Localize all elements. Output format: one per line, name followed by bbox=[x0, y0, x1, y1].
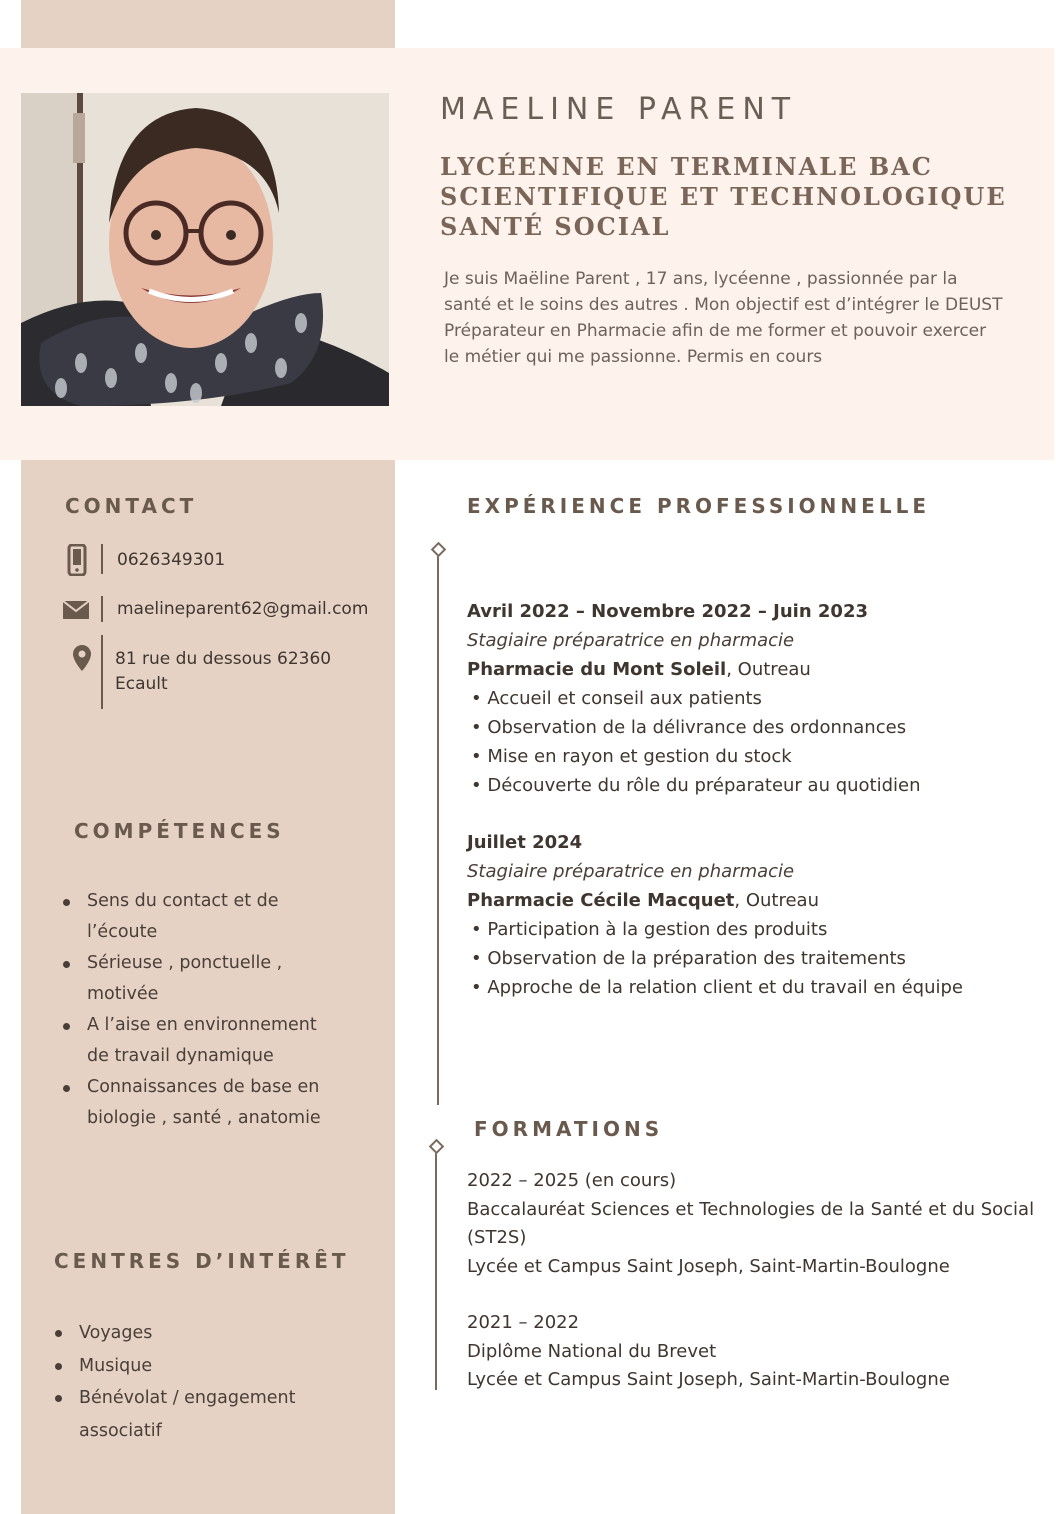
experience-role: Stagiaire préparatrice en pharmacie bbox=[467, 861, 795, 882]
education-entry bbox=[467, 1309, 1037, 1395]
profile-summary: Je suis Maëline Parent , 17 ans, lycéenne , passionnée par la santé et le soins des autres . Mon objectif est d’intégrer le DEUST Préparateur en Pharmacie afin de me former et pouvoir exercer le métier qui me passionne. Permis en cours bbox=[444, 269, 1003, 367]
timeline-marker bbox=[431, 542, 447, 558]
experience-entry bbox=[467, 597, 1037, 800]
experience-task: • Observation de la délivrance des ordonnances bbox=[471, 717, 907, 738]
education-timeline bbox=[435, 1150, 437, 1390]
list-item: Sens du contact et de l’écoute bbox=[61, 886, 341, 948]
list-item: Bénévolat / engagement associatif bbox=[53, 1382, 333, 1447]
list-item: Voyages bbox=[53, 1317, 333, 1350]
education-title: FORMATIONS bbox=[474, 1117, 664, 1141]
timeline-marker bbox=[429, 1139, 445, 1155]
candidate-name: MAELINE PARENT bbox=[440, 92, 798, 127]
education-entry bbox=[467, 1167, 1037, 1281]
profile-photo bbox=[21, 93, 389, 406]
mail-icon bbox=[63, 601, 89, 623]
list-item: Connaissances de base en biologie , santé , anatomie bbox=[61, 1072, 341, 1134]
list-item: Musique bbox=[53, 1350, 333, 1383]
experience-location: , Outreau bbox=[734, 890, 819, 911]
phone-icon bbox=[67, 544, 87, 580]
experience-task: • Accueil et conseil aux patients bbox=[471, 688, 762, 709]
education-school: Lycée et Campus Saint Joseph, Saint-Martin-Boulogne bbox=[467, 1255, 950, 1277]
interests-list bbox=[53, 1317, 333, 1447]
contact-address-line2: Ecault bbox=[115, 674, 168, 694]
education-degree: Baccalauréat Sciences et Technologies de la Santé et du Social (ST2S) bbox=[467, 1198, 1035, 1248]
contact-address-line1: 81 rue du dessous 62360 bbox=[115, 649, 332, 669]
candidate-headline: LYCÉENNE EN TERMINALE BAC SCIENTIFIQUE ET TECHNOLOGIQUE SANTÉ SOCIAL bbox=[440, 152, 1007, 241]
experience-entry bbox=[467, 828, 1037, 1002]
experience-company: Pharmacie du Mont Soleil bbox=[467, 659, 727, 680]
education-degree: Diplôme National du Brevet bbox=[467, 1340, 717, 1362]
experience-timeline bbox=[437, 552, 439, 1105]
interests-title: CENTRES D’INTÉRÊT bbox=[54, 1249, 350, 1273]
experience-task: • Approche de la relation client et du travail en équipe bbox=[471, 977, 963, 998]
contact-divider bbox=[101, 635, 103, 709]
list-item: A l’aise en environnement de travail dynamique bbox=[61, 1010, 341, 1072]
list-item: Sérieuse , ponctuelle , motivée bbox=[61, 948, 341, 1010]
contact-divider bbox=[101, 544, 103, 574]
experience-task: • Découverte du rôle du préparateur au quotidien bbox=[471, 775, 921, 796]
experience-task: • Mise en rayon et gestion du stock bbox=[471, 746, 792, 767]
education-dates: 2021 – 2022 bbox=[467, 1312, 580, 1333]
skills-list bbox=[61, 886, 341, 1134]
sidebar bbox=[21, 460, 395, 1514]
contact-title: CONTACT bbox=[65, 494, 198, 518]
experience-title: EXPÉRIENCE PROFESSIONNELLE bbox=[467, 494, 930, 518]
experience-location: , Outreau bbox=[726, 659, 811, 680]
experience-task: • Participation à la gestion des produits bbox=[471, 919, 828, 940]
contact-email[interactable]: maelineparent62@gmail.com bbox=[117, 599, 369, 619]
sidebar-top-block bbox=[21, 0, 395, 48]
skills-title: COMPÉTENCES bbox=[74, 819, 285, 843]
experience-company: Pharmacie Cécile Macquet bbox=[467, 890, 735, 911]
experience-dates: Avril 2022 – Novembre 2022 – Juin 2023 bbox=[467, 601, 868, 622]
contact-divider bbox=[101, 596, 103, 622]
education-dates: 2022 – 2025 (en cours) bbox=[467, 1170, 677, 1191]
contact-phone-row bbox=[21, 542, 395, 576]
location-pin-icon bbox=[73, 645, 91, 675]
contact-email-row bbox=[21, 594, 395, 624]
experience-dates: Juillet 2024 bbox=[467, 832, 583, 853]
experience-role: Stagiaire préparatrice en pharmacie bbox=[467, 630, 795, 651]
experience-task: • Observation de la préparation des traitements bbox=[471, 948, 906, 969]
contact-phone[interactable]: 0626349301 bbox=[117, 550, 226, 570]
contact-address-row bbox=[21, 635, 395, 709]
education-school: Lycée et Campus Saint Joseph, Saint-Martin-Boulogne bbox=[467, 1369, 950, 1390]
